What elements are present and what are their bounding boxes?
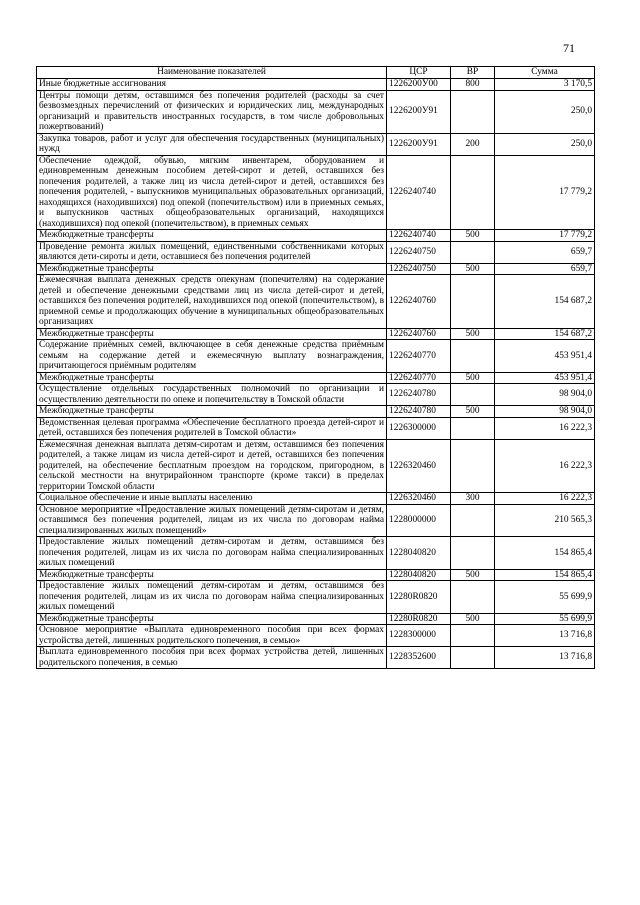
table-row <box>37 230 595 242</box>
cell-name: Проведение ремонта жилых помещений, единственными собственниками которых являются дети-сироты и дети, оставшиеся без попечения родителей <box>37 241 387 263</box>
cell-csr: 1226240740 <box>387 155 451 230</box>
cell-name: Межбюджетные трансферты <box>37 406 387 418</box>
table-row <box>37 406 595 418</box>
table-row <box>37 625 595 647</box>
cell-csr: 1226240750 <box>387 241 451 263</box>
cell-sum: 154 865,4 <box>495 569 595 581</box>
cell-name: Межбюджетные трансферты <box>37 230 387 242</box>
cell-csr: 1226240780 <box>387 384 451 406</box>
cell-vr <box>451 581 495 614</box>
cell-name: Межбюджетные трансферты <box>37 569 387 581</box>
cell-name: Предоставление жилых помещений детям-сиротам и детям, оставшимся без попечения родителей, лицам из их числа по договорам найма специализированных жилых помещений <box>37 581 387 614</box>
cell-vr: 500 <box>451 230 495 242</box>
cell-vr <box>451 241 495 263</box>
cell-csr: 1226240760 <box>387 328 451 340</box>
cell-csr: 1228352600 <box>387 647 451 669</box>
cell-vr <box>451 155 495 230</box>
cell-sum: 98 904,0 <box>495 384 595 406</box>
cell-sum: 3 170,5 <box>495 79 595 91</box>
cell-vr: 500 <box>451 613 495 625</box>
cell-vr: 500 <box>451 406 495 418</box>
cell-sum: 250,0 <box>495 90 595 133</box>
table-row <box>37 569 595 581</box>
cell-sum: 16 222,3 <box>495 439 595 493</box>
cell-csr: 1228040820 <box>387 569 451 581</box>
cell-name: Ежемесячная денежная выплата детям-сиротам и детям, оставшимся без попечения родителей, а также лицам из числа детей-сирот и детей, оставшихся без попечения родителей, на обеспечение бесплатным проездом на городском, пригородном, в сельской местности на внутрирайонном транспорте (кроме такси) в пределах территории Томской области <box>37 439 387 493</box>
cell-vr <box>451 647 495 669</box>
table-row <box>37 647 595 669</box>
table-row <box>37 133 595 155</box>
cell-name: Основное мероприятие «Предоставление жилых помещений детям-сиротам и детям, оставшимся без попечения родителей, лицам из их числа по договорам найма специализированных жилых помещений» <box>37 504 387 537</box>
cell-sum: 55 699,9 <box>495 581 595 614</box>
cell-csr: 1228040820 <box>387 537 451 570</box>
cell-vr: 500 <box>451 372 495 384</box>
cell-name: Межбюджетные трансферты <box>37 613 387 625</box>
header-vr: ВР <box>451 67 495 79</box>
header-sum: Сумма <box>495 67 595 79</box>
table-row <box>37 537 595 570</box>
table-row <box>37 613 595 625</box>
cell-vr <box>451 340 495 373</box>
table-row <box>37 439 595 493</box>
table-header <box>37 67 595 79</box>
cell-csr: 1228000000 <box>387 504 451 537</box>
cell-csr: 1226240740 <box>387 230 451 242</box>
cell-vr: 500 <box>451 263 495 275</box>
cell-name: Выплата единовременного пособия при всех формах устройства детей, лишенных родительского попечения, в семью <box>37 647 387 669</box>
cell-sum: 250,0 <box>495 133 595 155</box>
cell-csr: 12280R0820 <box>387 613 451 625</box>
cell-vr <box>451 275 495 329</box>
cell-csr: 1228300000 <box>387 625 451 647</box>
cell-csr: 1226240770 <box>387 340 451 373</box>
cell-sum: 98 904,0 <box>495 406 595 418</box>
table-row <box>37 504 595 537</box>
table-row <box>37 241 595 263</box>
table-row <box>37 155 595 230</box>
cell-name: Межбюджетные трансферты <box>37 372 387 384</box>
cell-vr: 200 <box>451 133 495 155</box>
header-row <box>37 67 595 79</box>
table-row <box>37 340 595 373</box>
cell-sum: 17 779,2 <box>495 230 595 242</box>
cell-name: Осуществление отдельных государственных полномочий по организации и осуществлению деятельности по опеке и попечительству в Томской области <box>37 384 387 406</box>
cell-name: Иные бюджетные ассигнования <box>37 79 387 91</box>
cell-name: Основное мероприятие «Выплата единовременного пособия при всех формах устройства детей, лишенных родительского попечения, в семью» <box>37 625 387 647</box>
cell-vr: 300 <box>451 493 495 505</box>
cell-vr <box>451 504 495 537</box>
cell-csr: 1226320460 <box>387 439 451 493</box>
cell-name: Обеспечение одеждой, обувью, мягким инвентарем, оборудованием и единовременным денежным пособием детей-сирот и детей, оставшихся без попечения родителей, а также лиц из числа детей-сирот и детей, оставшихся без попечения родителей, - выпускников муниципальных образовательных организаций, находящихся (находившихся) под опекой (попечительством) или в приемных семьях, и выпускников частных общеобразовательных организаций, находящихся (находившихся) под опекой (попечительством), в приемных семьях <box>37 155 387 230</box>
cell-sum: 453 951,4 <box>495 340 595 373</box>
cell-name: Предоставление жилых помещений детям-сиротам и детям, оставшимся без попечения родителей, лицам из их числа по договорам найма специализированных жилых помещений <box>37 537 387 570</box>
cell-vr: 800 <box>451 79 495 91</box>
cell-name: Закупка товаров, работ и услуг для обеспечения государственных (муниципальных) нужд <box>37 133 387 155</box>
cell-name: Ежемесячная выплата денежных средств опекунам (попечителям) на содержание детей и обеспечение денежными средствами лиц из числа детей-сирот и детей, оставшихся без попечения родителей, находившихся под опекой (попечительством), в приемной семье и продолжающих обучение в муниципальных общеобразовательных организациях <box>37 275 387 329</box>
table-row <box>37 493 595 505</box>
cell-csr: 1226240770 <box>387 372 451 384</box>
header-csr: ЦСР <box>387 67 451 79</box>
cell-name: Ведомственная целевая программа «Обеспечение бесплатного проезда детей-сирот и детей, оставшихся без попечения родителей в Томской области» <box>37 417 387 439</box>
cell-sum: 154 687,2 <box>495 328 595 340</box>
cell-vr <box>451 439 495 493</box>
table-row <box>37 328 595 340</box>
cell-sum: 55 699,9 <box>495 613 595 625</box>
cell-sum: 453 951,4 <box>495 372 595 384</box>
cell-csr: 1226240750 <box>387 263 451 275</box>
table-row <box>37 384 595 406</box>
cell-vr: 500 <box>451 328 495 340</box>
cell-vr <box>451 417 495 439</box>
table-row <box>37 372 595 384</box>
header-name: Наименование показателей <box>37 67 387 79</box>
table-row <box>37 90 595 133</box>
cell-name: Межбюджетные трансферты <box>37 263 387 275</box>
cell-csr: 1226320460 <box>387 493 451 505</box>
cell-vr <box>451 625 495 647</box>
cell-csr: 1226300000 <box>387 417 451 439</box>
cell-vr <box>451 384 495 406</box>
cell-sum: 659,7 <box>495 241 595 263</box>
cell-sum: 210 565,3 <box>495 504 595 537</box>
cell-csr: 1226200У00 <box>387 79 451 91</box>
page-number: 71 <box>563 41 575 55</box>
cell-vr <box>451 537 495 570</box>
table-row <box>37 417 595 439</box>
cell-sum: 154 687,2 <box>495 275 595 329</box>
cell-csr: 1226240760 <box>387 275 451 329</box>
cell-sum: 17 779,2 <box>495 155 595 230</box>
budget-table <box>36 66 595 669</box>
table-row <box>37 79 595 91</box>
cell-csr: 1226240780 <box>387 406 451 418</box>
cell-name: Содержание приёмных семей, включающее в себя денежные средства приёмным семьям на содержание детей и ежемесячную выплату вознаграждения, причитающегося приёмным родителям <box>37 340 387 373</box>
cell-csr: 12280R0820 <box>387 581 451 614</box>
cell-csr: 1226200У91 <box>387 90 451 133</box>
cell-sum: 13 716,8 <box>495 625 595 647</box>
cell-name: Межбюджетные трансферты <box>37 328 387 340</box>
cell-vr <box>451 90 495 133</box>
cell-sum: 16 222,3 <box>495 417 595 439</box>
cell-sum: 659,7 <box>495 263 595 275</box>
table-row <box>37 263 595 275</box>
cell-name: Центры помощи детям, оставшимся без попечения родителей (расходы за счет безвозмездных перечислений от физических и юридических лиц, международных организаций и правительств иностранных государств, в том числе добровольных пожертвований) <box>37 90 387 133</box>
cell-vr: 500 <box>451 569 495 581</box>
table-row <box>37 275 595 329</box>
table-body <box>37 79 595 669</box>
cell-sum: 13 716,8 <box>495 647 595 669</box>
table-row <box>37 581 595 614</box>
cell-sum: 154 865,4 <box>495 537 595 570</box>
cell-sum: 16 222,3 <box>495 493 595 505</box>
cell-name: Социальное обеспечение и иные выплаты населению <box>37 493 387 505</box>
cell-csr: 1226200У91 <box>387 133 451 155</box>
